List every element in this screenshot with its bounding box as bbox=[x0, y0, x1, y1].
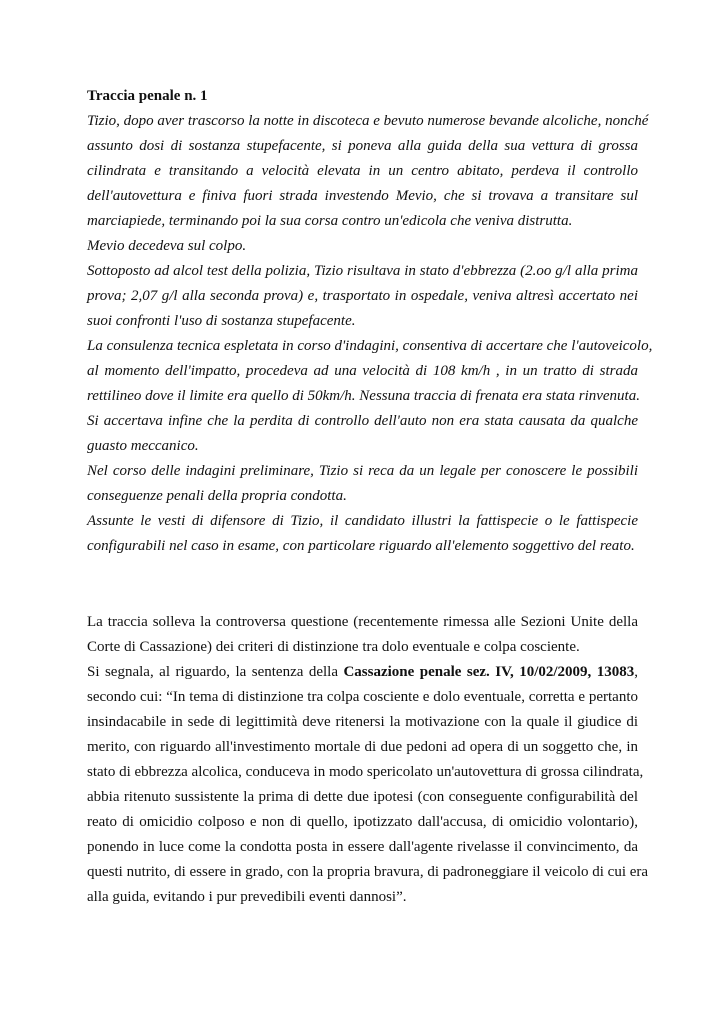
trace-line: al momento dell'impatto, procedeva ad una velocità di 108 km/h , in un tratto di strada bbox=[87, 363, 638, 379]
ruling-line bbox=[87, 663, 638, 681]
trace-line: prova; 2,07 g/l alla seconda prova) e, trasportato in ospedale, veniva altresì accertato nei bbox=[87, 288, 638, 304]
quote-line: stato di ebbrezza alcolica, conduceva in modo spericolato un'autovettura di grossa cilindrata, bbox=[87, 764, 644, 780]
quote-line: insindacabile in sede di legittimità deve ritenersi la motivazione con la quale il giudice di bbox=[87, 714, 638, 730]
ruling-reference: Cassazione penale sez. IV, 10/02/2009, 13083 bbox=[343, 664, 635, 680]
trace-line: Tizio, dopo aver trascorso la notte in discoteca e bevuto numerose bevande alcoliche, nonché bbox=[87, 113, 649, 129]
quote-line: merito, con riguardo all'investimento mortale di due pedoni ad opera di un soggetto che, in bbox=[87, 739, 638, 755]
ruling-comma: , bbox=[634, 664, 638, 680]
quote-line: ponendo in luce come la condotta posta in essere dall'agente rivelasse il convincimento, da bbox=[87, 839, 638, 855]
quote-line: reato di omicidio colposo e non di quello, ipotizzato dall'accusa, di omicidio volontario), bbox=[87, 814, 638, 830]
trace-line: Assunte le vesti di difensore di Tizio, il candidato illustri la fattispecie o le fattispecie bbox=[87, 513, 638, 529]
trace-line: guasto meccanico. bbox=[87, 438, 199, 454]
quote-line: abbia ritenuto sussistente la prima di dette due ipotesi (con conseguente configurabilità del bbox=[87, 789, 638, 805]
trace-line: Nel corso delle indagini preliminare, Tizio si reca da un legale per conoscere le possibili bbox=[87, 463, 638, 479]
quote-line: alla guida, evitando i pur prevedibili eventi dannosi”. bbox=[87, 889, 407, 905]
ruling-intro: Si segnala, al riguardo, la sentenza della bbox=[87, 664, 344, 680]
trace-line: conseguenze penali della propria condotta. bbox=[87, 488, 347, 504]
trace-line: dell'autovettura e finiva fuori strada investendo Mevio, che si trovava a transitare sul bbox=[87, 188, 638, 204]
trace-line: suoi confronti l'uso di sostanza stupefacente. bbox=[87, 313, 356, 329]
trace-line: La consulenza tecnica espletata in corso d'indagini, consentiva di accertare che l'autoveicolo, bbox=[87, 338, 653, 354]
comment-line: La traccia solleva la controversa questione (recentemente rimessa alle Sezioni Unite della bbox=[87, 614, 638, 630]
trace-line: marciapiede, terminando poi la sua corsa contro un'edicola che veniva distrutta. bbox=[87, 213, 573, 229]
trace-line: cilindrata e transitando a velocità elevata in un centro abitato, perdeva il controllo bbox=[87, 163, 638, 179]
trace-line: Si accertava infine che la perdita di controllo dell'auto non era stata causata da qualche bbox=[87, 413, 638, 429]
trace-line: Mevio decedeva sul colpo. bbox=[87, 238, 247, 254]
comment-line: Corte di Cassazione) dei criteri di distinzione tra dolo eventuale e colpa cosciente. bbox=[87, 639, 580, 655]
document-title: Traccia penale n. 1 bbox=[87, 88, 208, 104]
trace-line: rettilineo dove il limite era quello di 50km/h. Nessuna traccia di frenata era stata rinvenuta. bbox=[87, 388, 640, 404]
trace-line: configurabili nel caso in esame, con particolare riguardo all'elemento soggettivo del reato. bbox=[87, 538, 635, 554]
trace-line: Sottoposto ad alcol test della polizia, Tizio risultava in stato d'ebbrezza (2.oo g/l alla prima bbox=[87, 263, 638, 279]
quote-line: questi nutrito, di essere in grado, con la propria bravura, di padroneggiare il veicolo di cui era bbox=[87, 864, 649, 880]
trace-line: assunto dosi di sostanza stupefacente, si poneva alla guida della sua vettura di grossa bbox=[87, 138, 638, 154]
quote-line: secondo cui: “In tema di distinzione tra colpa cosciente e dolo eventuale, corretta e pertanto bbox=[87, 689, 638, 705]
